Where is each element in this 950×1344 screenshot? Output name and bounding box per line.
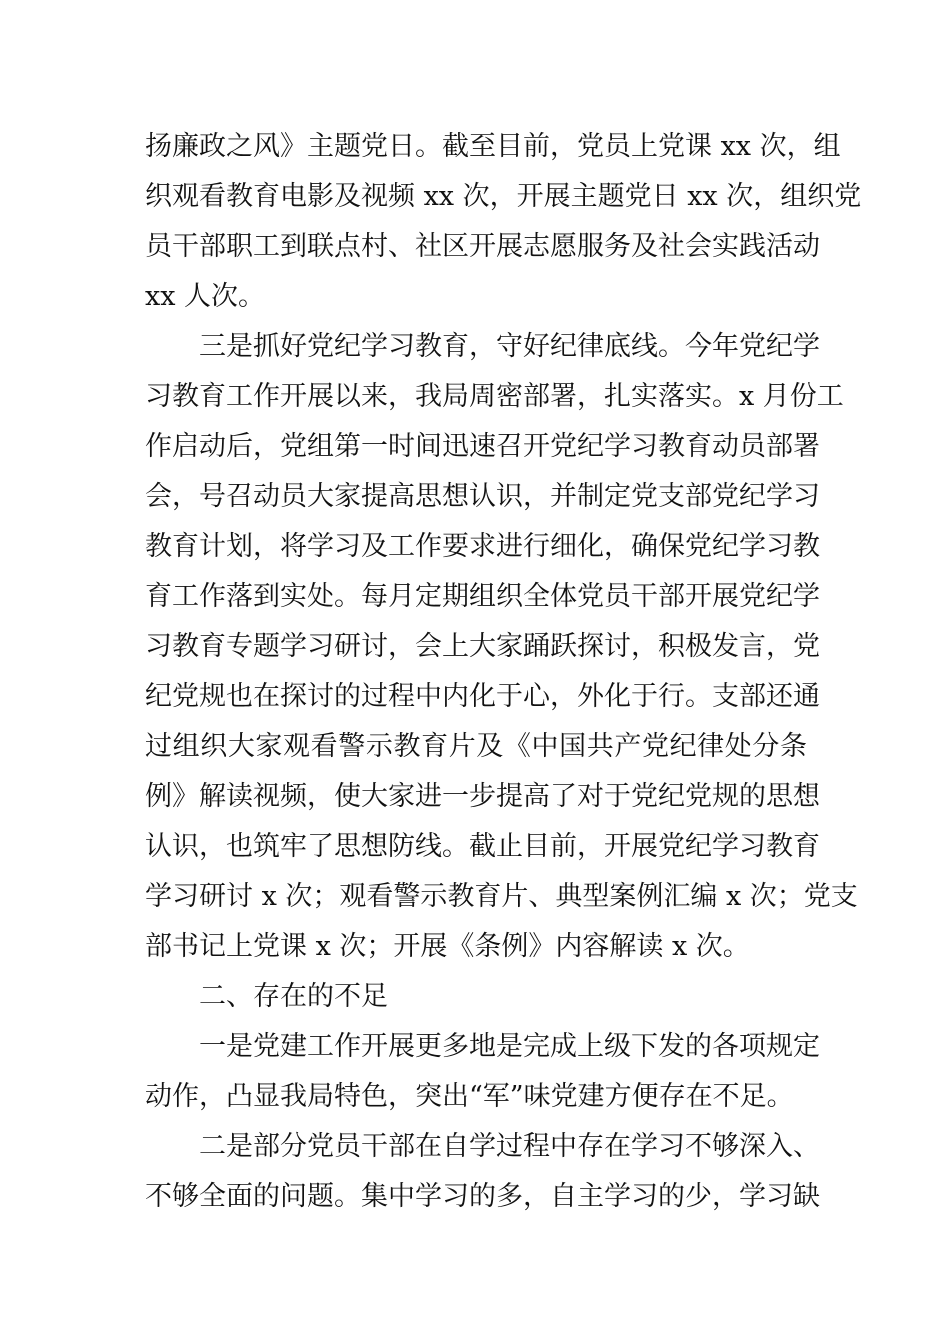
text-line: 二是部分党员干部在自学过程中存在学习不够深入、	[199, 1131, 820, 1162]
text-line: 员干部职工到联点村、社区开展志愿服务及社会实践活动	[145, 231, 820, 262]
section-heading: 二、存在的不足	[199, 981, 388, 1012]
text-line: 一是党建工作开展更多地是完成上级下发的各项规定	[199, 1031, 820, 1062]
paragraph-shortcoming-one	[145, 1022, 820, 1122]
text-line: 纪党规也在探讨的过程中内化于心，外化于行。支部还通	[145, 681, 820, 712]
text-line: 扬廉政之风》主题党日。截至目前，党员上党课 xx 次，组	[145, 131, 841, 162]
text-line: 学习研讨 x 次；观看警示教育片、典型案例汇编 x 次；党支	[145, 881, 858, 912]
text-line: 不够全面的问题。集中学习的多，自主学习的少，学习缺	[145, 1181, 820, 1212]
document-body	[145, 122, 862, 1222]
text-line: 教育计划，将学习及工作要求进行细化，确保党纪学习教	[145, 531, 820, 562]
text-line: 习教育工作开展以来，我局周密部署，扎实落实。x 月份工	[145, 381, 844, 412]
paragraph-shortcoming-two	[145, 1122, 820, 1222]
text-line: 织观看教育电影及视频 xx 次，开展主题党日 xx 次，组织党	[145, 181, 862, 212]
paragraph-activities-summary	[145, 122, 862, 322]
text-line: 例》解读视频，使大家进一步提高了对于党纪党规的思想	[145, 781, 820, 812]
text-line: 会，号召动员大家提高思想认识，并制定党支部党纪学习	[145, 481, 820, 512]
text-line: 习教育专题学习研讨，会上大家踊跃探讨，积极发言，党	[145, 631, 820, 662]
text-line: 作启动后，党组第一时间迅速召开党纪学习教育动员部署	[145, 431, 820, 462]
text-line: xx 人次。	[145, 281, 266, 312]
text-line: 动作，凸显我局特色，突出“军”味党建方便存在不足。	[145, 1081, 794, 1112]
text-line: 认识，也筑牢了思想防线。截止目前，开展党纪学习教育	[145, 831, 820, 862]
paragraph-discipline-education	[145, 322, 858, 972]
text-line: 部书记上党课 x 次；开展《条例》内容解读 x 次。	[145, 931, 750, 962]
section-heading-shortcomings	[145, 972, 807, 1022]
text-line: 育工作落到实处。每月定期组织全体党员干部开展党纪学	[145, 581, 820, 612]
text-line: 三是抓好党纪学习教育，守好纪律底线。今年党纪学	[199, 331, 820, 362]
text-line: 过组织大家观看警示教育片及《中国共产党纪律处分条	[145, 731, 807, 762]
